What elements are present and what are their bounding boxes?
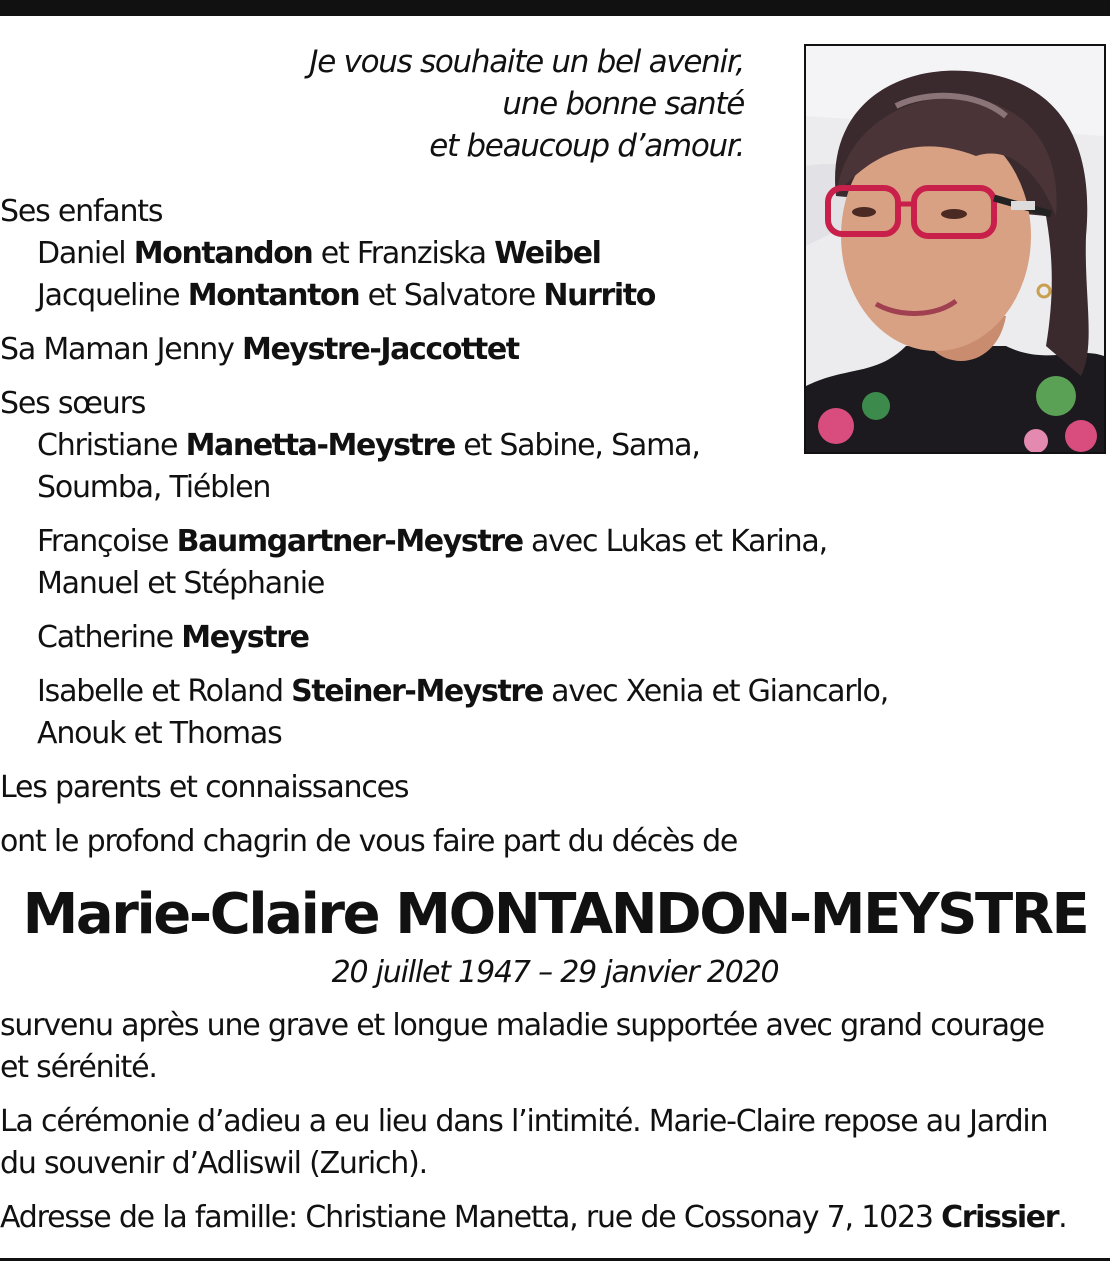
body-p2-line-2: du souvenir d’Adliswil (Zurich). [0, 1146, 427, 1181]
quote-line-1: Je vous souhaite un bel avenir, [309, 44, 744, 80]
mother-line [0, 329, 519, 371]
family-address [0, 1197, 1066, 1239]
portrait-photo [804, 44, 1106, 454]
sister-2-cont: Manuel et Stéphanie [37, 566, 325, 601]
sister-3-first: Catherine [37, 620, 173, 655]
body-p2-line-1: La cérémonie d’adieu a eu lieu dans l’intimité. Marie-Claire repose au Jardin [0, 1104, 1048, 1139]
sister-3-last: Meystre [181, 620, 309, 655]
sister-1-last: Manetta-Meystre [185, 428, 455, 463]
sister-4-line [37, 671, 888, 713]
sister-1-first: Christiane [37, 428, 178, 463]
bottom-rule [0, 1258, 1110, 1261]
child-1-partner: Weibel [494, 236, 601, 271]
sister-2-rest: avec Lukas et Karina, [531, 524, 827, 559]
sister-3-line [37, 617, 309, 659]
child-1-first: Daniel [37, 236, 126, 271]
body-p1-line-2: et sérénité. [0, 1050, 157, 1085]
life-dates: 20 juillet 1947 – 29 janvier 2020 [331, 955, 779, 990]
quote-line-3: et beaucoup d’amour. [429, 128, 744, 164]
children-heading: Ses enfants [0, 194, 163, 229]
announcement-line: ont le profond chagrin de vous faire part du décès de [0, 824, 738, 859]
sister-4-first: Isabelle et Roland [37, 674, 283, 709]
sister-4-last: Steiner-Meystre [291, 674, 543, 709]
child-1-line [37, 233, 601, 275]
mother-last: Meystre-Jaccottet [242, 332, 519, 367]
child-2-first: Jacqueline [37, 278, 180, 313]
child-2-partner: Nurrito [543, 278, 655, 313]
child-2-join: et Salvatore [367, 278, 536, 313]
relatives-line: Les parents et connaissances [0, 770, 409, 805]
top-rule [0, 0, 1110, 16]
sister-1-line [37, 425, 700, 467]
sisters-heading: Ses sœurs [0, 386, 146, 421]
mother-prefix: Sa Maman Jenny [0, 332, 234, 367]
body-p1-line-1: survenu après une grave et longue maladie supportée avec grand courage [0, 1008, 1044, 1043]
address-city: Crissier [941, 1200, 1059, 1235]
deceased-name: Marie-Claire MONTANDON-MEYSTRE [22, 882, 1088, 947]
sister-4-cont: Anouk et Thomas [37, 716, 282, 751]
address-end: . [1058, 1200, 1067, 1235]
sister-2-last: Baumgartner-Meystre [176, 524, 523, 559]
address-prefix: Adresse de la famille: Christiane Manetta, rue de Cossonay 7, 1023 [0, 1200, 933, 1235]
quote-line-2: une bonne santé [502, 86, 744, 122]
sister-1-cont: Soumba, Tiéblen [37, 470, 271, 505]
child-1-last: Montandon [133, 236, 313, 271]
sister-1-rest: et Sabine, Sama, [463, 428, 700, 463]
child-1-join: et Franziska [320, 236, 486, 271]
child-2-line [37, 275, 655, 317]
child-2-last: Montanton [187, 278, 360, 313]
sister-4-rest: avec Xenia et Giancarlo, [551, 674, 889, 709]
sister-2-first: Françoise [37, 524, 169, 559]
sister-2-line [37, 521, 827, 563]
